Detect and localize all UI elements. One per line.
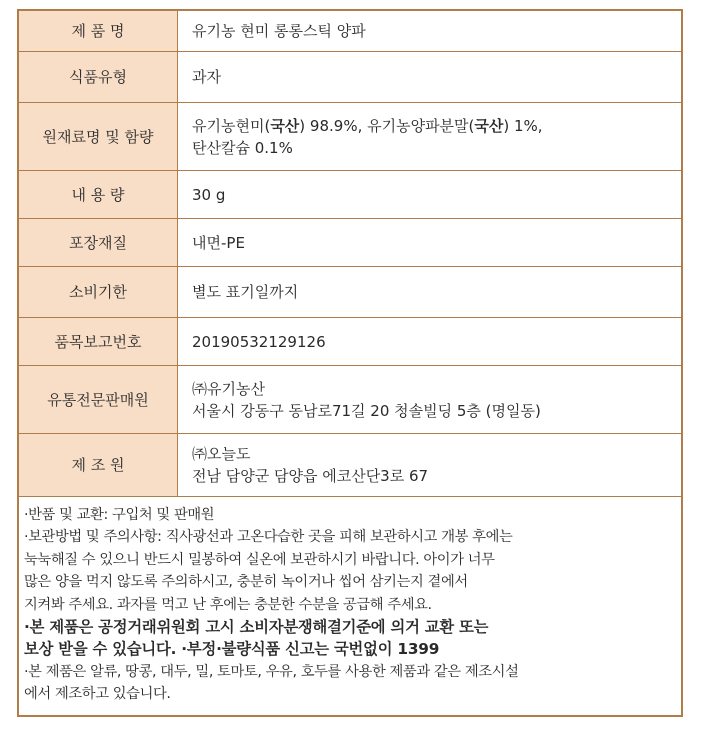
value-net-weight: 30 g xyxy=(178,171,682,219)
label-product-name: 제 품 명 xyxy=(19,11,178,52)
row-expiry xyxy=(19,267,681,318)
manufacturer-name: ㈜오늘도 xyxy=(192,445,251,463)
row-ingredients xyxy=(19,103,681,171)
note-storage-line-1: ·보관방법 및 주의사항: 직사광선과 고온다습한 곳을 피해 보관하시고 개봉 후에는 xyxy=(24,529,513,546)
row-manufacturer xyxy=(19,434,681,497)
label-ingredients: 원재료명 및 함량 xyxy=(19,103,178,171)
note-compensation-line-1: ·본 제품은 공정거래위원회 고시 소비자분쟁해결기준에 의거 교환 또는 xyxy=(24,618,489,637)
value-product-name: 유기농 현미 롱롱스틱 양파 xyxy=(178,11,682,52)
distributor-name: ㈜유기농산 xyxy=(192,379,265,398)
note-allergen-line-1: ·본 제품은 알류, 땅콩, 대두, 밀, 토마토, 우유, 호두를 사용한 제품과 같은 제조시설 xyxy=(24,663,519,680)
note-allergen-line-2: 에서 제조하고 있습니다. xyxy=(24,686,171,703)
note-compensation-line-2: 보상 받을 수 있습니다. ·부정·불량식품 신고는 국번없이 1399 xyxy=(24,640,440,659)
label-distributor: 유통전문판매원 xyxy=(19,366,178,434)
row-net-weight xyxy=(19,171,681,219)
spec-table xyxy=(19,11,681,497)
value-food-type: 과자 xyxy=(178,52,682,103)
row-report-number xyxy=(19,318,681,366)
label-report-number: 품목보고번호 xyxy=(19,318,178,366)
note-storage-line-2: 눅눅해질 수 있으니 반드시 밀봉하여 실온에 보관하시기 바랍니다. 아이가 너무 xyxy=(24,551,495,568)
distributor-address: 서울시 강동구 동남로71길 20 청솔빌딩 5층 (명일동) xyxy=(192,401,541,420)
label-manufacturer: 제 조 원 xyxy=(19,434,178,497)
notes-section xyxy=(19,497,681,706)
value-report-number: 20190532129126 xyxy=(178,318,682,366)
ingredients-line-1: 유기농현미(국산) 98.9%, 유기농양파분말(국산) 1%, xyxy=(192,116,543,135)
row-packaging xyxy=(19,219,681,267)
row-product-name xyxy=(19,11,681,52)
note-return-exchange: ·반품 및 교환: 구입처 및 판매원 xyxy=(24,507,215,523)
label-packaging: 포장재질 xyxy=(19,219,178,267)
row-distributor xyxy=(19,366,681,434)
value-ingredients xyxy=(178,103,682,171)
label-expiry: 소비기한 xyxy=(19,267,178,318)
value-manufacturer xyxy=(178,434,682,497)
value-packaging: 내면-PE xyxy=(178,219,682,267)
ingredients-line-2: 탄산칼슘 0.1% xyxy=(192,138,293,157)
manufacturer-address: 전남 담양군 담양읍 에코산단3로 67 xyxy=(192,467,429,485)
note-storage-line-4: 지켜봐 주세요. 과자를 먹고 난 후에는 충분한 수분을 공급해 주세요. xyxy=(24,596,432,613)
note-storage-line-3: 많은 양을 먹지 않도록 주의하시고, 충분히 녹이거나 씹어 삼키는지 곁에서 xyxy=(24,574,468,591)
product-info-panel xyxy=(17,9,683,717)
row-food-type xyxy=(19,52,681,103)
value-distributor xyxy=(178,366,682,434)
label-food-type: 식품유형 xyxy=(19,52,178,103)
label-net-weight: 내 용 량 xyxy=(19,171,178,219)
value-expiry: 별도 표기일까지 xyxy=(178,267,682,318)
